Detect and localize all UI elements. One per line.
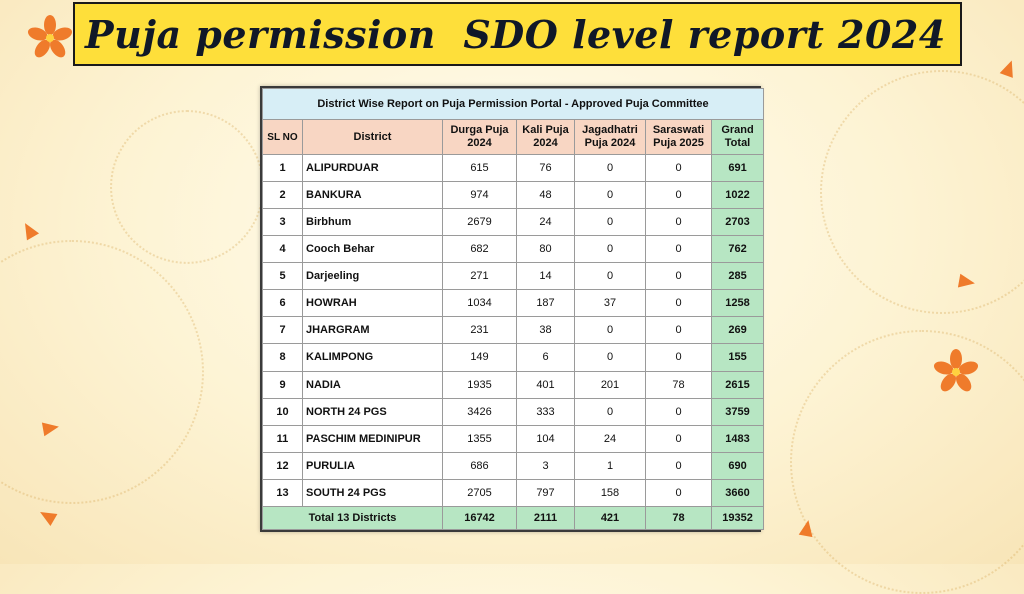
cell-durga-puja: 2705 bbox=[443, 479, 517, 506]
cell-grand-total: 155 bbox=[712, 344, 764, 371]
table-caption-row bbox=[263, 89, 764, 120]
cell-grand-total: 690 bbox=[712, 452, 764, 479]
cell-saraswati-puja: 0 bbox=[646, 317, 712, 344]
cell-durga-puja: 271 bbox=[443, 263, 517, 290]
cell-sl-no: 10 bbox=[263, 398, 303, 425]
cell-grand-total: 3759 bbox=[712, 398, 764, 425]
cell-durga-puja: 1935 bbox=[443, 371, 517, 398]
cell-durga-puja: 149 bbox=[443, 344, 517, 371]
table-row bbox=[263, 398, 764, 425]
cell-saraswati-puja: 0 bbox=[646, 452, 712, 479]
cell-jagadhatri-puja: 0 bbox=[575, 317, 646, 344]
cell-grand-total: 269 bbox=[712, 317, 764, 344]
cell-district: PURULIA bbox=[303, 452, 443, 479]
table-row bbox=[263, 209, 764, 236]
cell-durga-puja: 3426 bbox=[443, 398, 517, 425]
cell-sl-no: 5 bbox=[263, 263, 303, 290]
cell-durga-puja: 1355 bbox=[443, 425, 517, 452]
cell-jagadhatri-puja: 0 bbox=[575, 209, 646, 236]
cell-saraswati-puja: 0 bbox=[646, 398, 712, 425]
header-grand-total: Grand Total bbox=[712, 120, 764, 155]
cell-jagadhatri-puja: 0 bbox=[575, 182, 646, 209]
total-jagadhatri: 421 bbox=[575, 506, 646, 529]
cell-sl-no: 2 bbox=[263, 182, 303, 209]
cell-saraswati-puja: 0 bbox=[646, 263, 712, 290]
cell-kali-puja: 3 bbox=[517, 452, 575, 479]
cell-durga-puja: 1034 bbox=[443, 290, 517, 317]
table-body bbox=[263, 155, 764, 507]
cell-jagadhatri-puja: 158 bbox=[575, 479, 646, 506]
cell-grand-total: 285 bbox=[712, 263, 764, 290]
background-mandala bbox=[110, 110, 264, 264]
cell-kali-puja: 24 bbox=[517, 209, 575, 236]
table-total-row bbox=[263, 506, 764, 529]
cell-jagadhatri-puja: 0 bbox=[575, 263, 646, 290]
cell-saraswati-puja: 78 bbox=[646, 371, 712, 398]
cell-kali-puja: 6 bbox=[517, 344, 575, 371]
cell-saraswati-puja: 0 bbox=[646, 155, 712, 182]
table-row bbox=[263, 479, 764, 506]
cell-sl-no: 4 bbox=[263, 236, 303, 263]
cell-district: NORTH 24 PGS bbox=[303, 398, 443, 425]
cell-jagadhatri-puja: 201 bbox=[575, 371, 646, 398]
total-durga: 16742 bbox=[443, 506, 517, 529]
cell-kali-puja: 797 bbox=[517, 479, 575, 506]
table-row bbox=[263, 344, 764, 371]
table-row bbox=[263, 290, 764, 317]
cell-kali-puja: 104 bbox=[517, 425, 575, 452]
cell-kali-puja: 38 bbox=[517, 317, 575, 344]
cell-district: ALIPURDUAR bbox=[303, 155, 443, 182]
cell-district: SOUTH 24 PGS bbox=[303, 479, 443, 506]
cell-kali-puja: 48 bbox=[517, 182, 575, 209]
flower-icon bbox=[932, 348, 980, 396]
petal-decoration bbox=[958, 274, 976, 291]
petal-decoration bbox=[42, 420, 60, 437]
cell-sl-no: 8 bbox=[263, 344, 303, 371]
total-kali: 2111 bbox=[517, 506, 575, 529]
header-durga-puja: Durga Puja 2024 bbox=[443, 120, 517, 155]
cell-jagadhatri-puja: 0 bbox=[575, 236, 646, 263]
cell-saraswati-puja: 0 bbox=[646, 290, 712, 317]
cell-jagadhatri-puja: 0 bbox=[575, 398, 646, 425]
table-row bbox=[263, 236, 764, 263]
cell-saraswati-puja: 0 bbox=[646, 209, 712, 236]
report-table-container bbox=[260, 86, 761, 532]
cell-district: Cooch Behar bbox=[303, 236, 443, 263]
cell-grand-total: 3660 bbox=[712, 479, 764, 506]
cell-jagadhatri-puja: 24 bbox=[575, 425, 646, 452]
cell-kali-puja: 14 bbox=[517, 263, 575, 290]
cell-saraswati-puja: 0 bbox=[646, 479, 712, 506]
table-row bbox=[263, 263, 764, 290]
cell-district: HOWRAH bbox=[303, 290, 443, 317]
cell-district: Birbhum bbox=[303, 209, 443, 236]
petal-decoration bbox=[37, 506, 58, 526]
cell-jagadhatri-puja: 37 bbox=[575, 290, 646, 317]
cell-kali-puja: 333 bbox=[517, 398, 575, 425]
table-row bbox=[263, 182, 764, 209]
total-grand: 19352 bbox=[712, 506, 764, 529]
cell-grand-total: 762 bbox=[712, 236, 764, 263]
cell-kali-puja: 401 bbox=[517, 371, 575, 398]
cell-durga-puja: 686 bbox=[443, 452, 517, 479]
table-caption: District Wise Report on Puja Permission Portal - Approved Puja Committee bbox=[263, 89, 764, 120]
title-banner bbox=[73, 2, 962, 66]
cell-jagadhatri-puja: 1 bbox=[575, 452, 646, 479]
cell-durga-puja: 682 bbox=[443, 236, 517, 263]
cell-sl-no: 6 bbox=[263, 290, 303, 317]
cell-district: JHARGRAM bbox=[303, 317, 443, 344]
header-saraswati-puja: Saraswati Puja 2025 bbox=[646, 120, 712, 155]
cell-sl-no: 3 bbox=[263, 209, 303, 236]
cell-district: PASCHIM MEDINIPUR bbox=[303, 425, 443, 452]
cell-sl-no: 11 bbox=[263, 425, 303, 452]
cell-sl-no: 12 bbox=[263, 452, 303, 479]
report-table bbox=[262, 88, 764, 530]
cell-durga-puja: 615 bbox=[443, 155, 517, 182]
flower-icon bbox=[26, 14, 74, 62]
header-kali-puja: Kali Puja 2024 bbox=[517, 120, 575, 155]
cell-district: NADIA bbox=[303, 371, 443, 398]
table-row bbox=[263, 317, 764, 344]
total-label: Total 13 Districts bbox=[263, 506, 443, 529]
petal-decoration bbox=[19, 220, 39, 241]
cell-durga-puja: 2679 bbox=[443, 209, 517, 236]
cell-district: Darjeeling bbox=[303, 263, 443, 290]
cell-sl-no: 13 bbox=[263, 479, 303, 506]
cell-district: KALIMPONG bbox=[303, 344, 443, 371]
cell-jagadhatri-puja: 0 bbox=[575, 344, 646, 371]
background-mandala bbox=[790, 330, 1024, 594]
header-district: District bbox=[303, 120, 443, 155]
table-row bbox=[263, 425, 764, 452]
header-sl-no: SL NO bbox=[263, 120, 303, 155]
cell-sl-no: 9 bbox=[263, 371, 303, 398]
background-mandala bbox=[0, 240, 204, 504]
cell-jagadhatri-puja: 0 bbox=[575, 155, 646, 182]
cell-kali-puja: 76 bbox=[517, 155, 575, 182]
cell-durga-puja: 974 bbox=[443, 182, 517, 209]
header-jagadhatri-puja: Jagadhatri Puja 2024 bbox=[575, 120, 646, 155]
total-saraswati: 78 bbox=[646, 506, 712, 529]
cell-kali-puja: 187 bbox=[517, 290, 575, 317]
cell-grand-total: 691 bbox=[712, 155, 764, 182]
petal-decoration bbox=[799, 519, 816, 537]
cell-grand-total: 2703 bbox=[712, 209, 764, 236]
cell-saraswati-puja: 0 bbox=[646, 425, 712, 452]
table-header-row bbox=[263, 120, 764, 155]
cell-sl-no: 1 bbox=[263, 155, 303, 182]
cell-grand-total: 1022 bbox=[712, 182, 764, 209]
petal-decoration bbox=[1000, 58, 1019, 78]
background-mandala bbox=[820, 70, 1024, 314]
table-row bbox=[263, 371, 764, 398]
cell-durga-puja: 231 bbox=[443, 317, 517, 344]
cell-district: BANKURA bbox=[303, 182, 443, 209]
page-title: Puja permission SDO level report 2024 bbox=[85, 11, 946, 57]
cell-saraswati-puja: 0 bbox=[646, 236, 712, 263]
cell-grand-total: 1483 bbox=[712, 425, 764, 452]
table-row bbox=[263, 452, 764, 479]
cell-sl-no: 7 bbox=[263, 317, 303, 344]
cell-grand-total: 1258 bbox=[712, 290, 764, 317]
cell-saraswati-puja: 0 bbox=[646, 344, 712, 371]
table-row bbox=[263, 155, 764, 182]
cell-saraswati-puja: 0 bbox=[646, 182, 712, 209]
cell-kali-puja: 80 bbox=[517, 236, 575, 263]
cell-grand-total: 2615 bbox=[712, 371, 764, 398]
